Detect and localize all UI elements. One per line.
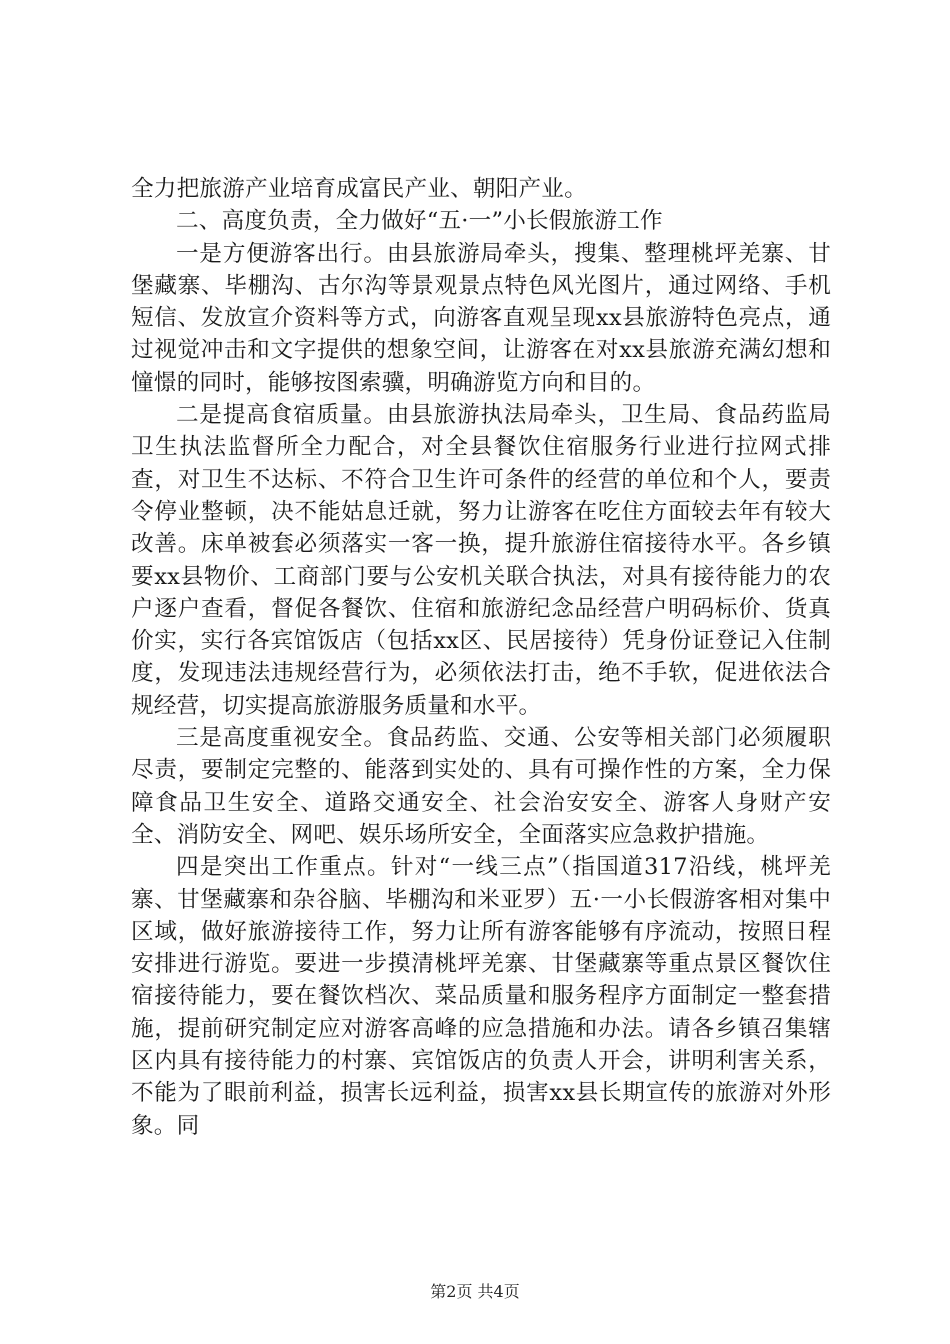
section-heading: 二、高度负责，全力做好“五·一”小长假旅游工作 bbox=[176, 208, 663, 235]
paragraph-convenience: 一是方便游客出行。由县旅游局牵头，搜集、整理桃坪羌寨、甘堡藏寨、毕棚沟、古尔沟等景观景点特色风光图片，通过网络、手机短信、发放宣介资料等方式，向游客直观呈现xx县旅游特色亮点，通过视觉冲击和文字提供的想象空间，让游客在对xx县旅游充满幻想和憧憬的同时，能够按图索骥，明确游览方向和目的。 bbox=[131, 240, 831, 396]
paragraph-key-work: 四是突出工作重点。针对“一线三点”（指国道317沿线，桃坪羌寨、甘堡藏寨和杂谷脑、毕棚沟和米亚罗）五·一小长假游客相对集中区域，做好旅游接待工作，努力让所有游客能够有序流动，按照日程安排进行游览。要进一步摸清桃坪羌寨、甘堡藏寨等重点景区餐饮住宿接待能力，要在餐饮档次、菜品质量和服务程序方面制定一整套措施，提前研究制定应对游客高峰的应急措施和办法。请各乡镇召集辖区内具有接待能力的村寨、宾馆饭店的负责人开会，讲明利害关系，不能为了眼前利益，损害长远利益，损害xx县长期宣传的旅游对外形象。同 bbox=[131, 854, 831, 1139]
page-number-footer: 第2页 共4页 bbox=[430, 1282, 520, 1301]
paragraph-safety: 三是高度重视安全。食品药监、交通、公安等相关部门必须履职尽责，要制定完整的、能落到实处的、具有可操作性的方案，全力保障食品卫生安全、道路交通安全、社会治安安全、游客人身财产安全、消防安全、网吧、娱乐场所安全，全面落实应急救护措施。 bbox=[131, 725, 831, 848]
document-body bbox=[131, 173, 831, 1142]
paragraph-continuation: 全力把旅游产业培育成富民产业、朝阳产业。 bbox=[131, 176, 587, 202]
paragraph-food-lodging: 二是提高食宿质量。由县旅游执法局牵头，卫生局、食品药监局卫生执法监督所全力配合，对全县餐饮住宿服务行业进行拉网式排查，对卫生不达标、不符合卫生许可条件的经营的单位和个人，要责令停业整顿，决不能姑息迁就，努力让游客在吃住方面较去年有较大改善。床单被套必须落实一客一换，提升旅游住宿接待水平。各乡镇要xx县物价、工商部门要与公安机关联合执法，对具有接待能力的农户逐户查看，督促各餐饮、住宿和旅游纪念品经营户明码标价、货真价实，实行各宾馆饭店（包括xx区、民居接待）凭身份证登记入住制度，发现违法违规经营行为，必须依法打击，绝不手软，促进依法合规经营，切实提高旅游服务质量和水平。 bbox=[131, 402, 831, 719]
